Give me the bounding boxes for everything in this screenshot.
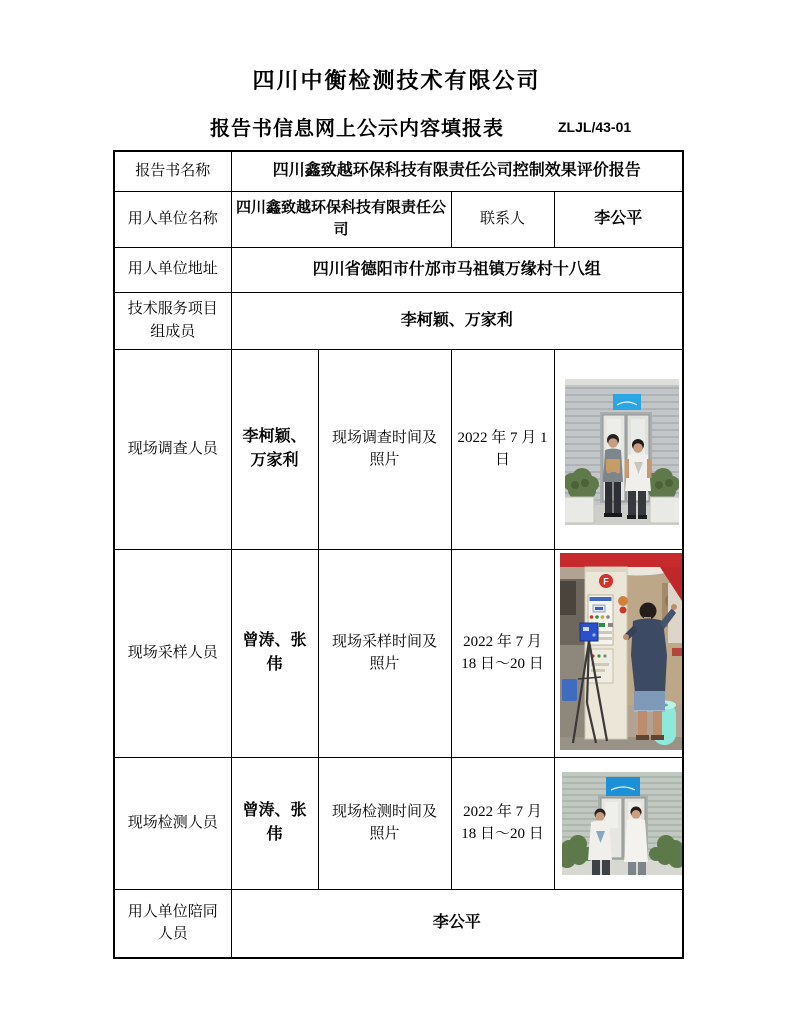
testing-photo-image [562, 772, 682, 875]
row-escort [114, 889, 683, 958]
row-testing [114, 757, 683, 889]
row-sampling [114, 549, 683, 757]
report-name-label: 报告书名称 [114, 151, 231, 191]
survey-time-value: 2022 年 7 月 1 日 [451, 349, 554, 549]
left-planter [565, 497, 594, 523]
testing-photo-cell [554, 757, 683, 889]
employer-address-value: 四川省德阳市什邡市马祖镇万缘村十八组 [231, 247, 683, 292]
form-title: 报告书信息网上公示内容填报表 [210, 118, 504, 140]
sampling-time-value: 2022 年 7 月 18 日～20 日 [451, 549, 554, 757]
project-team-value: 李柯颖、万家利 [231, 292, 683, 349]
row-report-name [114, 151, 683, 191]
row-employer-address [114, 247, 683, 292]
sampling-photo-image [560, 553, 682, 750]
contact-label: 联系人 [451, 191, 554, 247]
sampling-time-label: 现场采样时间及照片 [318, 549, 451, 757]
report-name-value: 四川鑫致越环保科技有限责任公司控制效果评价报告 [231, 151, 683, 191]
survey-photo-cell [554, 349, 683, 549]
sampling-label: 现场采样人员 [114, 549, 231, 757]
testing-photo [562, 772, 682, 875]
sampling-personnel: 曾涛、张伟 [231, 549, 318, 757]
testing-time-label: 现场检测时间及照片 [318, 757, 451, 889]
sampling-photo-cell [554, 549, 683, 757]
company-title: 四川中衡检测技术有限公司 [252, 68, 541, 93]
employer-name-label: 用人单位名称 [114, 191, 231, 247]
row-project-team [114, 292, 683, 349]
survey-label: 现场调查人员 [114, 349, 231, 549]
testing-label: 现场检测人员 [114, 757, 231, 889]
blue-jug [562, 679, 577, 701]
survey-time-label: 现场调查时间及照片 [318, 349, 451, 549]
project-team-label: 技术服务项目组成员 [114, 292, 231, 349]
sampler-box [580, 623, 598, 641]
row-employer-name [114, 191, 683, 247]
employer-address-label: 用人单位地址 [114, 247, 231, 292]
escort-value: 李公平 [231, 889, 683, 958]
escort-label: 用人单位陪同人员 [114, 889, 231, 958]
testing-time-value: 2022 年 7 月 18 日～20 日 [451, 757, 554, 889]
contact-name: 李公平 [554, 191, 683, 247]
red-canopy [560, 553, 682, 567]
survey-personnel: 李柯颖、万家利 [231, 349, 318, 549]
employer-name-value: 四川鑫致越环保科技有限责任公司 [231, 191, 451, 247]
machine-logo-letter: F [602, 576, 609, 586]
survey-photo [565, 379, 679, 525]
sampling-photo [560, 553, 682, 750]
survey-photo-image [565, 379, 679, 525]
right-planter [650, 497, 679, 523]
row-survey [114, 349, 683, 549]
report-info-table [113, 150, 684, 959]
form-code: ZLJL/43-01 [558, 119, 632, 135]
testing-personnel: 曾涛、张伟 [231, 757, 318, 889]
